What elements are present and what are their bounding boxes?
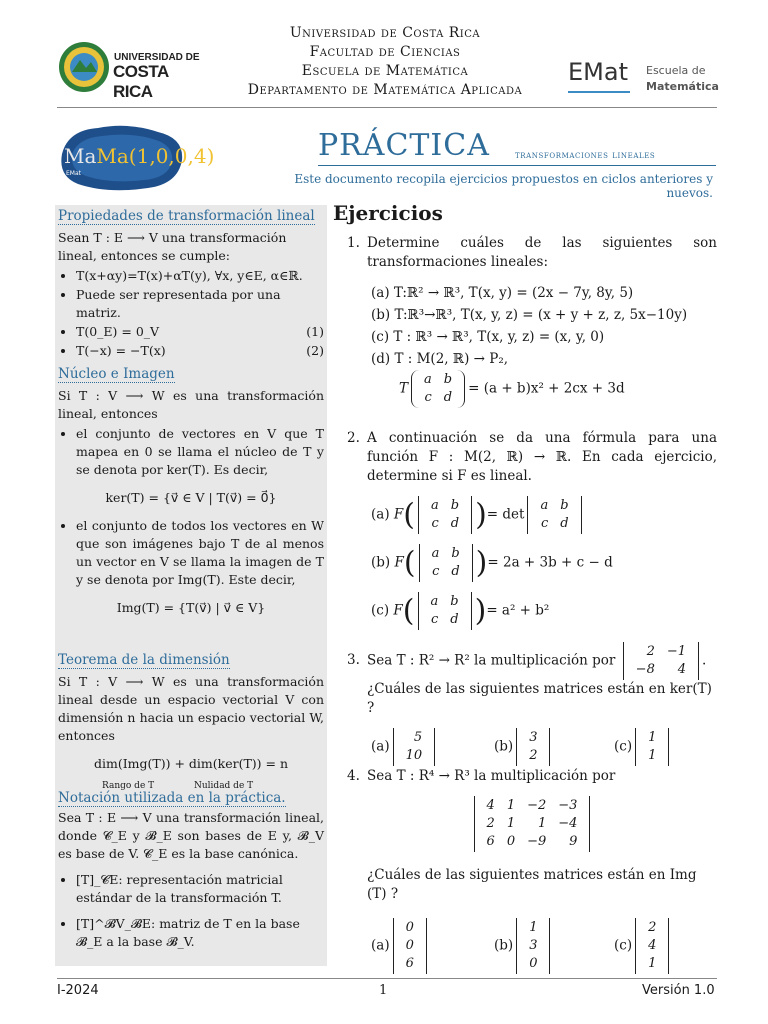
emat-logo-text: EMat <box>568 58 628 86</box>
footer-rule <box>57 978 717 979</box>
properties-intro: Sean T : E ⟶ V una transformación lineal, entonces se cumple: <box>58 230 287 263</box>
header-line-4: Departamento de Matemática Aplicada <box>247 82 523 98</box>
property-item <box>76 342 324 360</box>
badge-text-full: Ma(1,0,0,4) <box>96 144 215 168</box>
practice-title-rule <box>318 165 716 166</box>
exercise-4-text: Sea T : R⁴ → R³ la multiplicación por <box>367 768 616 784</box>
institution-header <box>210 24 560 100</box>
ucr-logo <box>58 38 208 101</box>
option-c <box>614 918 672 974</box>
dimension-text: Si T : V ⟶ W es una transformación lineal desde un espacio vectorial V con dimensión n hacia un espacio vectorial W, entonces <box>58 674 324 743</box>
matrix-cell: −2 <box>527 798 547 813</box>
exercise-number: 3. <box>347 652 360 668</box>
practice-subtitle: transformaciones lineales <box>515 150 656 161</box>
item-label: (c) <box>371 602 390 619</box>
exercise-4-question: ¿Cuáles de las siguientes matrices están en Img (T) ? <box>367 867 697 902</box>
theory-sidebar <box>55 205 327 966</box>
vector-cell: 0 <box>529 956 538 971</box>
emat-logo <box>568 58 728 98</box>
vector-cell: 6 <box>405 956 414 971</box>
option-b <box>494 728 553 766</box>
sidebar-section-title <box>58 207 324 225</box>
exercise-3-statement: Sea T : R² → R² la multiplicación por 2 −1 −8 4 . <box>367 642 717 680</box>
vector <box>516 918 550 974</box>
exercise-3 <box>347 642 717 778</box>
matrix: a b c d <box>411 370 465 408</box>
option-label: (a) <box>371 738 390 755</box>
exercise-number: 1. <box>347 235 360 251</box>
image-definition: el conjunto de todos los vectores en W que son imágenes bajo T de al menos un vector en V se llama la imagen de T y se denota por Img(T). Este decir, <box>76 518 324 587</box>
property-item: • Puede ser representada por una matriz. <box>76 286 324 322</box>
emat-sub-1: Escuela de <box>646 64 706 77</box>
dimension-equation: dim(Img(T)) + dim(ker(T)) = n <box>93 756 289 771</box>
vector <box>635 918 669 974</box>
option-label: (b) <box>494 738 514 755</box>
vector-cell: 1 <box>529 920 538 935</box>
header-line-2: Facultad de Ciencias <box>309 44 461 60</box>
badge-text: MaMa(1,0,0,4) <box>64 144 215 168</box>
option-label: (c) <box>614 738 633 755</box>
kernel-equation: ker(T) = {v⃗ ∈ V | T(v⃗) = 0⃗} <box>105 490 277 505</box>
matrix-cell: 6 <box>486 834 495 849</box>
formula-rhs: = (a + b)x² + 2cx + 3d <box>468 380 625 397</box>
image-item <box>76 517 324 617</box>
vector <box>516 728 550 766</box>
vector <box>393 918 427 974</box>
sidebar-section-kernel-image <box>58 365 324 618</box>
emat-underline <box>568 91 630 93</box>
exercise-4-matrix-wrap <box>347 796 717 852</box>
exercise-number: 2. <box>347 430 360 446</box>
vector-cell: 4 <box>648 938 657 953</box>
exercise-1-text: Determine cuáles de las siguientes son transformaciones lineales: <box>367 235 717 270</box>
image-equation: Img(T) = {T(v⃗) | v⃗ ∈ V} <box>116 600 266 615</box>
sidebar-section-title <box>58 789 324 807</box>
emat-sub-2: Matemática <box>646 80 719 93</box>
option-b <box>494 918 553 974</box>
matrix-cell: 4 <box>486 798 495 813</box>
practice-title: PRÁCTICA <box>318 128 490 163</box>
property-item <box>76 323 324 341</box>
matrix-cell: 1 <box>506 816 516 831</box>
property-text: T(0_E) = 0_V <box>76 324 160 339</box>
exercise-1-item-c: (c) T : ℝ³ → ℝ³, T(x, y, z) = (x, y, 0) <box>371 329 605 345</box>
matrix-cell: 9 <box>569 834 578 849</box>
kernel-image-intro: Si T : V ⟶ W es una transformación lineal, entonces <box>58 388 324 421</box>
option-label: (a) <box>371 937 390 954</box>
sidebar-section-properties <box>58 207 324 361</box>
matrix-cell: 2 <box>646 644 655 659</box>
vector-cell: 10 <box>405 748 423 763</box>
sidebar-section-notation <box>58 789 324 952</box>
exercise-2-item-c: (c) F( a b c d )= a² + b² <box>371 593 550 629</box>
nullity-label: Nulidad de T <box>194 781 254 791</box>
kernel-image-title: Núcleo e Imagen <box>58 366 175 382</box>
exercise-1-item-d: (d) T : M(2, ℝ) → P₂, <box>371 351 509 367</box>
matrix-cell: −4 <box>558 816 578 831</box>
sidebar-section-dimension <box>58 651 324 793</box>
sidebar-section-title <box>58 365 324 383</box>
matrix: a b c d <box>527 496 581 534</box>
badge-small-text: EMat <box>66 170 81 177</box>
formula-rhs: = 2a + 3b + c − d <box>487 554 613 571</box>
page-number: 1 <box>379 983 388 998</box>
notation-list <box>58 871 324 951</box>
matrix-cell: 1 <box>538 816 547 831</box>
matrix-cell: 0 <box>506 834 516 849</box>
footer-term: I-2024 <box>57 983 99 998</box>
ucr-logo-bottom-text: COSTA RICA <box>113 62 169 101</box>
property-text: T(−x) = −T(x) <box>76 343 166 358</box>
option-a <box>371 728 438 766</box>
matrix-cell: 1 <box>506 798 516 813</box>
vector <box>393 728 436 766</box>
exercise-3-text: Sea T : R² → R² la multiplicación por <box>367 652 616 669</box>
exercise-4-matrix <box>474 796 591 852</box>
exercise-4 <box>347 767 717 980</box>
item-label: (b) <box>371 554 391 571</box>
matrix: a b c d <box>418 496 472 534</box>
option-label: (b) <box>494 937 514 954</box>
exercise-2-item-b: (b) F( a b c d )= 2a + 3b + c − d <box>371 545 613 581</box>
vector-cell: 1 <box>648 730 657 745</box>
sidebar-section-title <box>58 651 324 669</box>
notation-text: Sea T : E ⟶ V una transformación lineal, donde 𝓒_E y 𝓑_E son bases de E y, 𝓑_V es base de V. 𝓒_E es la base canónica. <box>58 810 324 861</box>
kernel-definition: el conjunto de vectores en V que T mapea en 0 se llama el núcleo de T y se denota por ker(T). Es decir, <box>76 426 324 477</box>
exercise-1-item-a: (a) T:ℝ² → ℝ³, T(x, y) = (2x − 7y, 8y, 5) <box>371 285 634 301</box>
matrix-cell: 2 <box>486 816 495 831</box>
matrix-cell: −3 <box>558 798 578 813</box>
equation-number: (1) <box>306 324 324 339</box>
matrix-cell: 4 <box>677 662 687 677</box>
practice-description: Este documento recopila ejercicios propuestos en ciclos anteriores y nuevos. <box>294 172 713 200</box>
vector-cell: 3 <box>529 730 538 745</box>
vector <box>635 728 669 766</box>
option-c <box>614 728 672 766</box>
vector-cell: 1 <box>648 748 657 763</box>
vector-cell: 5 <box>413 730 423 745</box>
notation-item: • [T]_𝓒E: representación matricial estándar de la transformación T. <box>76 871 324 907</box>
formula-rhs: = a² + b² <box>486 602 550 619</box>
vector-cell: 2 <box>648 920 657 935</box>
properties-list <box>58 267 324 360</box>
exercise-2 <box>347 429 717 640</box>
vector-cell: 3 <box>529 938 538 953</box>
matrix-cell: −8 <box>635 662 655 677</box>
footer-version: Versión 1.0 <box>642 983 715 998</box>
item-label: (a) <box>371 506 390 523</box>
formula-rhs: = det <box>486 506 525 523</box>
exercise-2-items <box>371 496 717 640</box>
header-line-1: Universidad de Costa Rica <box>289 25 481 41</box>
matrix: a b c d <box>418 592 472 630</box>
exercise-2-item-a: (a) F( a b c d )= det a b c d <box>371 496 717 544</box>
exercises-title: Ejercicios <box>333 201 443 225</box>
kernel-item <box>76 425 324 507</box>
matrix: a b c d <box>419 544 473 582</box>
notation-item: • [T]^𝓑V_𝓑E: matriz de T en la base 𝓑_E a la base 𝓑_V. <box>76 915 324 951</box>
exercise-4-options <box>371 918 717 980</box>
equation-number: (2) <box>306 343 324 358</box>
exercise-1-item-b: (b) T:ℝ³→ℝ³, T(x, y, z) = (x + y + z, z, 5x−10y) <box>371 307 688 323</box>
matrix-cell: −9 <box>527 834 547 849</box>
vector-cell: 0 <box>405 920 414 935</box>
header-line-3: Escuela de Matemática <box>301 63 469 79</box>
exercise-1-item-d-formula: T a b c d = (a + b)x² + 2cx + 3d <box>399 370 717 408</box>
properties-title: Propiedades de transformación lineal <box>58 208 315 224</box>
exercise-3-question: ¿Cuáles de las siguientes matrices están en ker(T) ? <box>367 681 712 716</box>
exercise-1 <box>347 234 717 408</box>
property-item: • T(x+αy)=T(x)+αT(y), ∀x, y∈E, α∈ℝ. <box>76 267 324 285</box>
exercise-1-items <box>371 282 717 408</box>
course-badge <box>58 124 215 192</box>
matrix-cell: −1 <box>666 644 687 659</box>
dimension-title: Teorema de la dimensión <box>58 652 230 668</box>
header-rule <box>57 107 717 108</box>
notation-title: Notación utilizada en la práctica. <box>58 790 286 806</box>
option-label: (c) <box>614 937 633 954</box>
rank-label: Rango de T <box>102 781 155 791</box>
option-a <box>371 918 430 974</box>
ucr-logo-top-text: UNIVERSIDAD DE <box>114 52 200 63</box>
exercise-3-matrix <box>623 642 699 680</box>
kernel-image-list <box>58 425 324 617</box>
vector-cell: 1 <box>648 956 657 971</box>
exercise-number: 4. <box>347 768 360 784</box>
vector-cell: 0 <box>405 938 414 953</box>
vector-cell: 2 <box>529 748 538 763</box>
exercise-2-text: A continuación se da una fórmula para una función F : M(2, ℝ) → ℝ. En cada ejercicio, determine si F es lineal. <box>367 430 717 484</box>
